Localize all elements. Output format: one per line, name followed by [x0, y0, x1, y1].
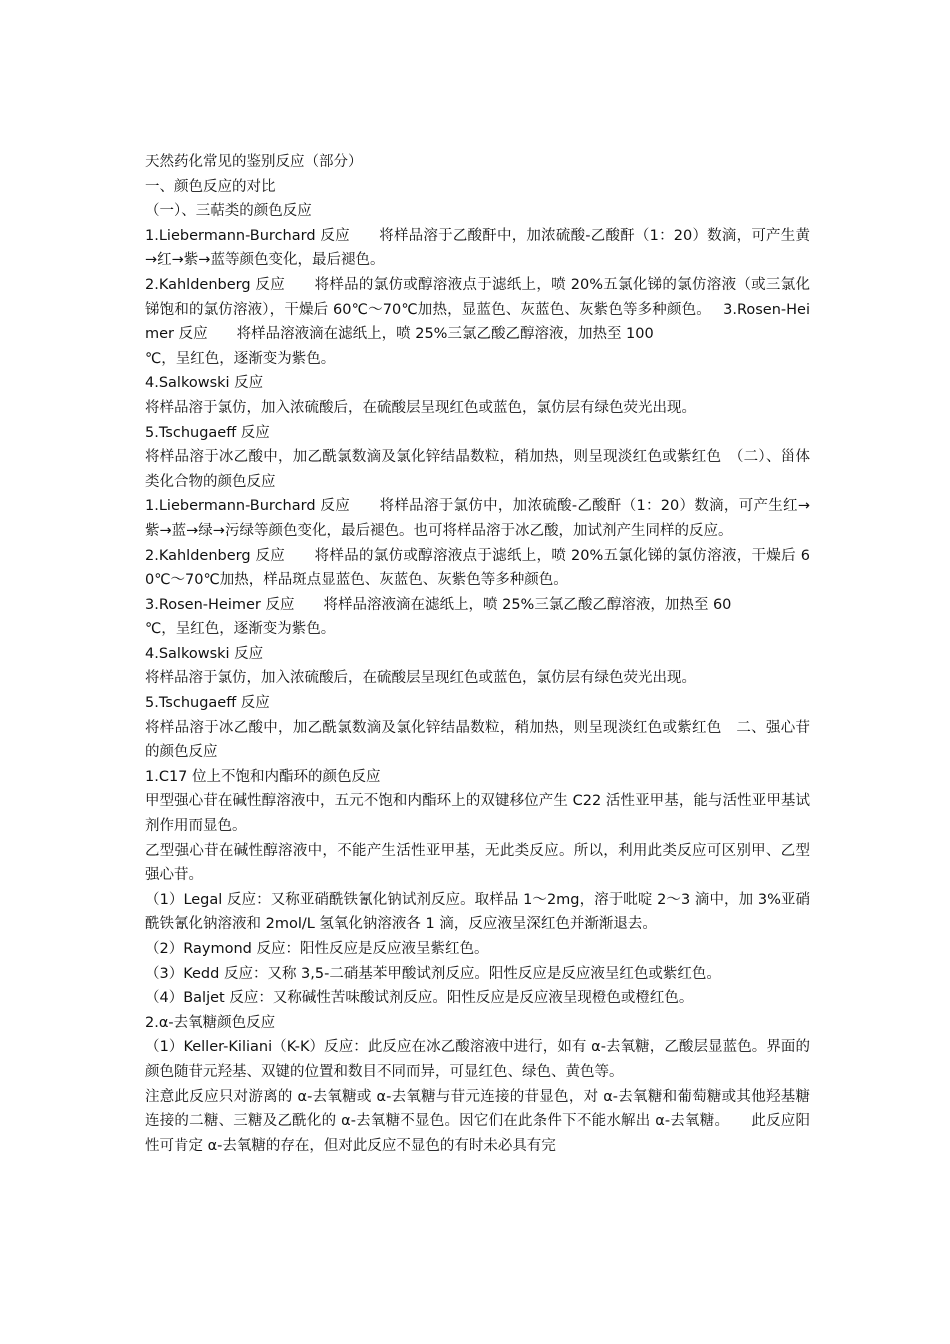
paragraph-heading: 5.Tschugaeff 反应 — [145, 695, 270, 712]
paragraph-heading: 5.Tschugaeff 反应 — [145, 424, 270, 441]
paragraph: 2.Kahldenberg 反应 将样品的氯仿或醇溶液点于滤纸上，喷 20%五氯化锑的氯仿溶液，干燥后 60℃～70℃加热，样品斑点显蓝色、灰蓝色、灰紫色等多种颜色。 — [145, 547, 810, 589]
paragraph-heading: 4.Salkowski 反应 — [145, 645, 264, 662]
paragraph-heading: 1.C17 位上不饱和内酯环的颜色反应 — [145, 768, 381, 785]
paragraph: （2）Raymond 反应：阳性反应是反应液呈紫红色。 — [145, 941, 489, 957]
paragraph: 1.Liebermann-Burchard 反应 将样品溶于氯仿中，加浓硫酸-乙酸酐（1：20）数滴，可产生红→紫→蓝→绿→污绿等颜色变化，最后褪色。也可将样品溶于冰乙酸，加试剂产生同样的反应。 — [145, 498, 810, 539]
paragraph: 甲型强心苷在碱性醇溶液中，五元不饱和内酯环上的双键移位产生 C22 活性亚甲基，能与活性亚甲基试剂作用而显色。 — [145, 793, 810, 835]
paragraph: 将样品溶于冰乙酸中，加乙酰氯数滴及氯化锌结晶数粒，稍加热，则呈现淡红色或紫红色 （二）、甾体类化合物的颜色反应 — [145, 449, 810, 490]
paragraph-heading: 4.Salkowski 反应 — [145, 375, 264, 392]
paragraph-heading: 2.α-去氧糖颜色反应 — [145, 1014, 276, 1031]
paragraph: 乙型强心苷在碱性醇溶液中，不能产生活性亚甲基，无此类反应。所以，利用此类反应可区别甲、乙型强心苷。 — [145, 842, 810, 884]
paragraph: 将样品溶于冰乙酸中，加乙酰氯数滴及氯化锌结晶数粒，稍加热，则呈现淡红色或紫红色 二、强心苷的颜色反应 — [145, 719, 810, 761]
document-title: 天然药化常见的鉴别反应（部分） — [145, 154, 363, 170]
paragraph: （3）Kedd 反应：又称 3,5-二硝基苯甲酸试剂反应。阳性反应是反应液呈红色或紫红色。 — [145, 965, 721, 982]
paragraph: ℃，呈红色，逐渐变为紫色。 — [145, 350, 336, 367]
paragraph: 3.Rosen-Heimer 反应 将样品溶液滴在滤纸上，喷 25%三氯乙酸乙醇溶液，加热至 60 — [145, 596, 732, 613]
paragraph: 将样品溶于氯仿，加入浓硫酸后，在硫酸层呈现红色或蓝色，氯仿层有绿色荧光出现。 — [145, 670, 696, 687]
paragraph: 注意此反应只对游离的 α-去氧糖或 α-去氧糖与苷元连接的苷显色，对 α-去氧糖和葡萄糖或其他羟基糖连接的二糖、三糖及乙酰化的 α-去氧糖不显色。因它们在此条件下不能水解出 α-去氧糖。 此反应阳性可肯定 α-去氧糖的存在，但对此反应不显色的有时未必具有完 — [145, 1088, 810, 1154]
paragraph: ℃，呈红色，逐渐变为紫色。 — [145, 621, 336, 638]
paragraph: （1）Legal 反应：又称亚硝酰铁氰化钠试剂反应。取样品 1～2mg，溶于吡啶 2～3 滴中，加 3%亚硝酰铁氰化钠溶液和 2mol/L 氢氧化钠溶液各 1 滴，反应液呈深红色并渐渐退去。 — [145, 891, 810, 933]
subsection-heading: （一）、三萜类的颜色反应 — [145, 203, 312, 220]
paragraph: （1）Keller-Kiliani（K-K）反应：此反应在冰乙酸溶液中进行，如有 α-去氧糖，乙酸层显蓝色。界面的颜色随苷元羟基、双键的位置和数目不同而异，可显红色、绿色、黄色等。 — [145, 1039, 810, 1080]
document-body — [145, 150, 810, 1158]
paragraph: 1.Liebermann-Burchard 反应 将样品溶于乙酸酐中，加浓硫酸-乙酸酐（1：20）数滴，可产生黄→红→紫→蓝等颜色变化，最后褪色。 — [145, 227, 810, 269]
paragraph: 2.Kahldenberg 反应 将样品的氯仿或醇溶液点于滤纸上，喷 20%五氯化锑的氯仿溶液（或三氯化锑饱和的氯仿溶液），干燥后 60℃～70℃加热，显蓝色、灰蓝色、灰紫色等多种颜色。 3.Rosen-Heimer 反应 将样品溶液滴在滤纸上，喷 25%三氯乙酸乙醇溶液，加热至 100 — [145, 276, 810, 343]
section-heading: 一、颜色反应的对比 — [145, 178, 276, 195]
paragraph: （4）Baljet 反应：又称碱性苦味酸试剂反应。阳性反应是反应液呈现橙色或橙红色。 — [145, 990, 694, 1007]
paragraph: 将样品溶于氯仿，加入浓硫酸后，在硫酸层呈现红色或蓝色，氯仿层有绿色荧光出现。 — [145, 399, 696, 416]
